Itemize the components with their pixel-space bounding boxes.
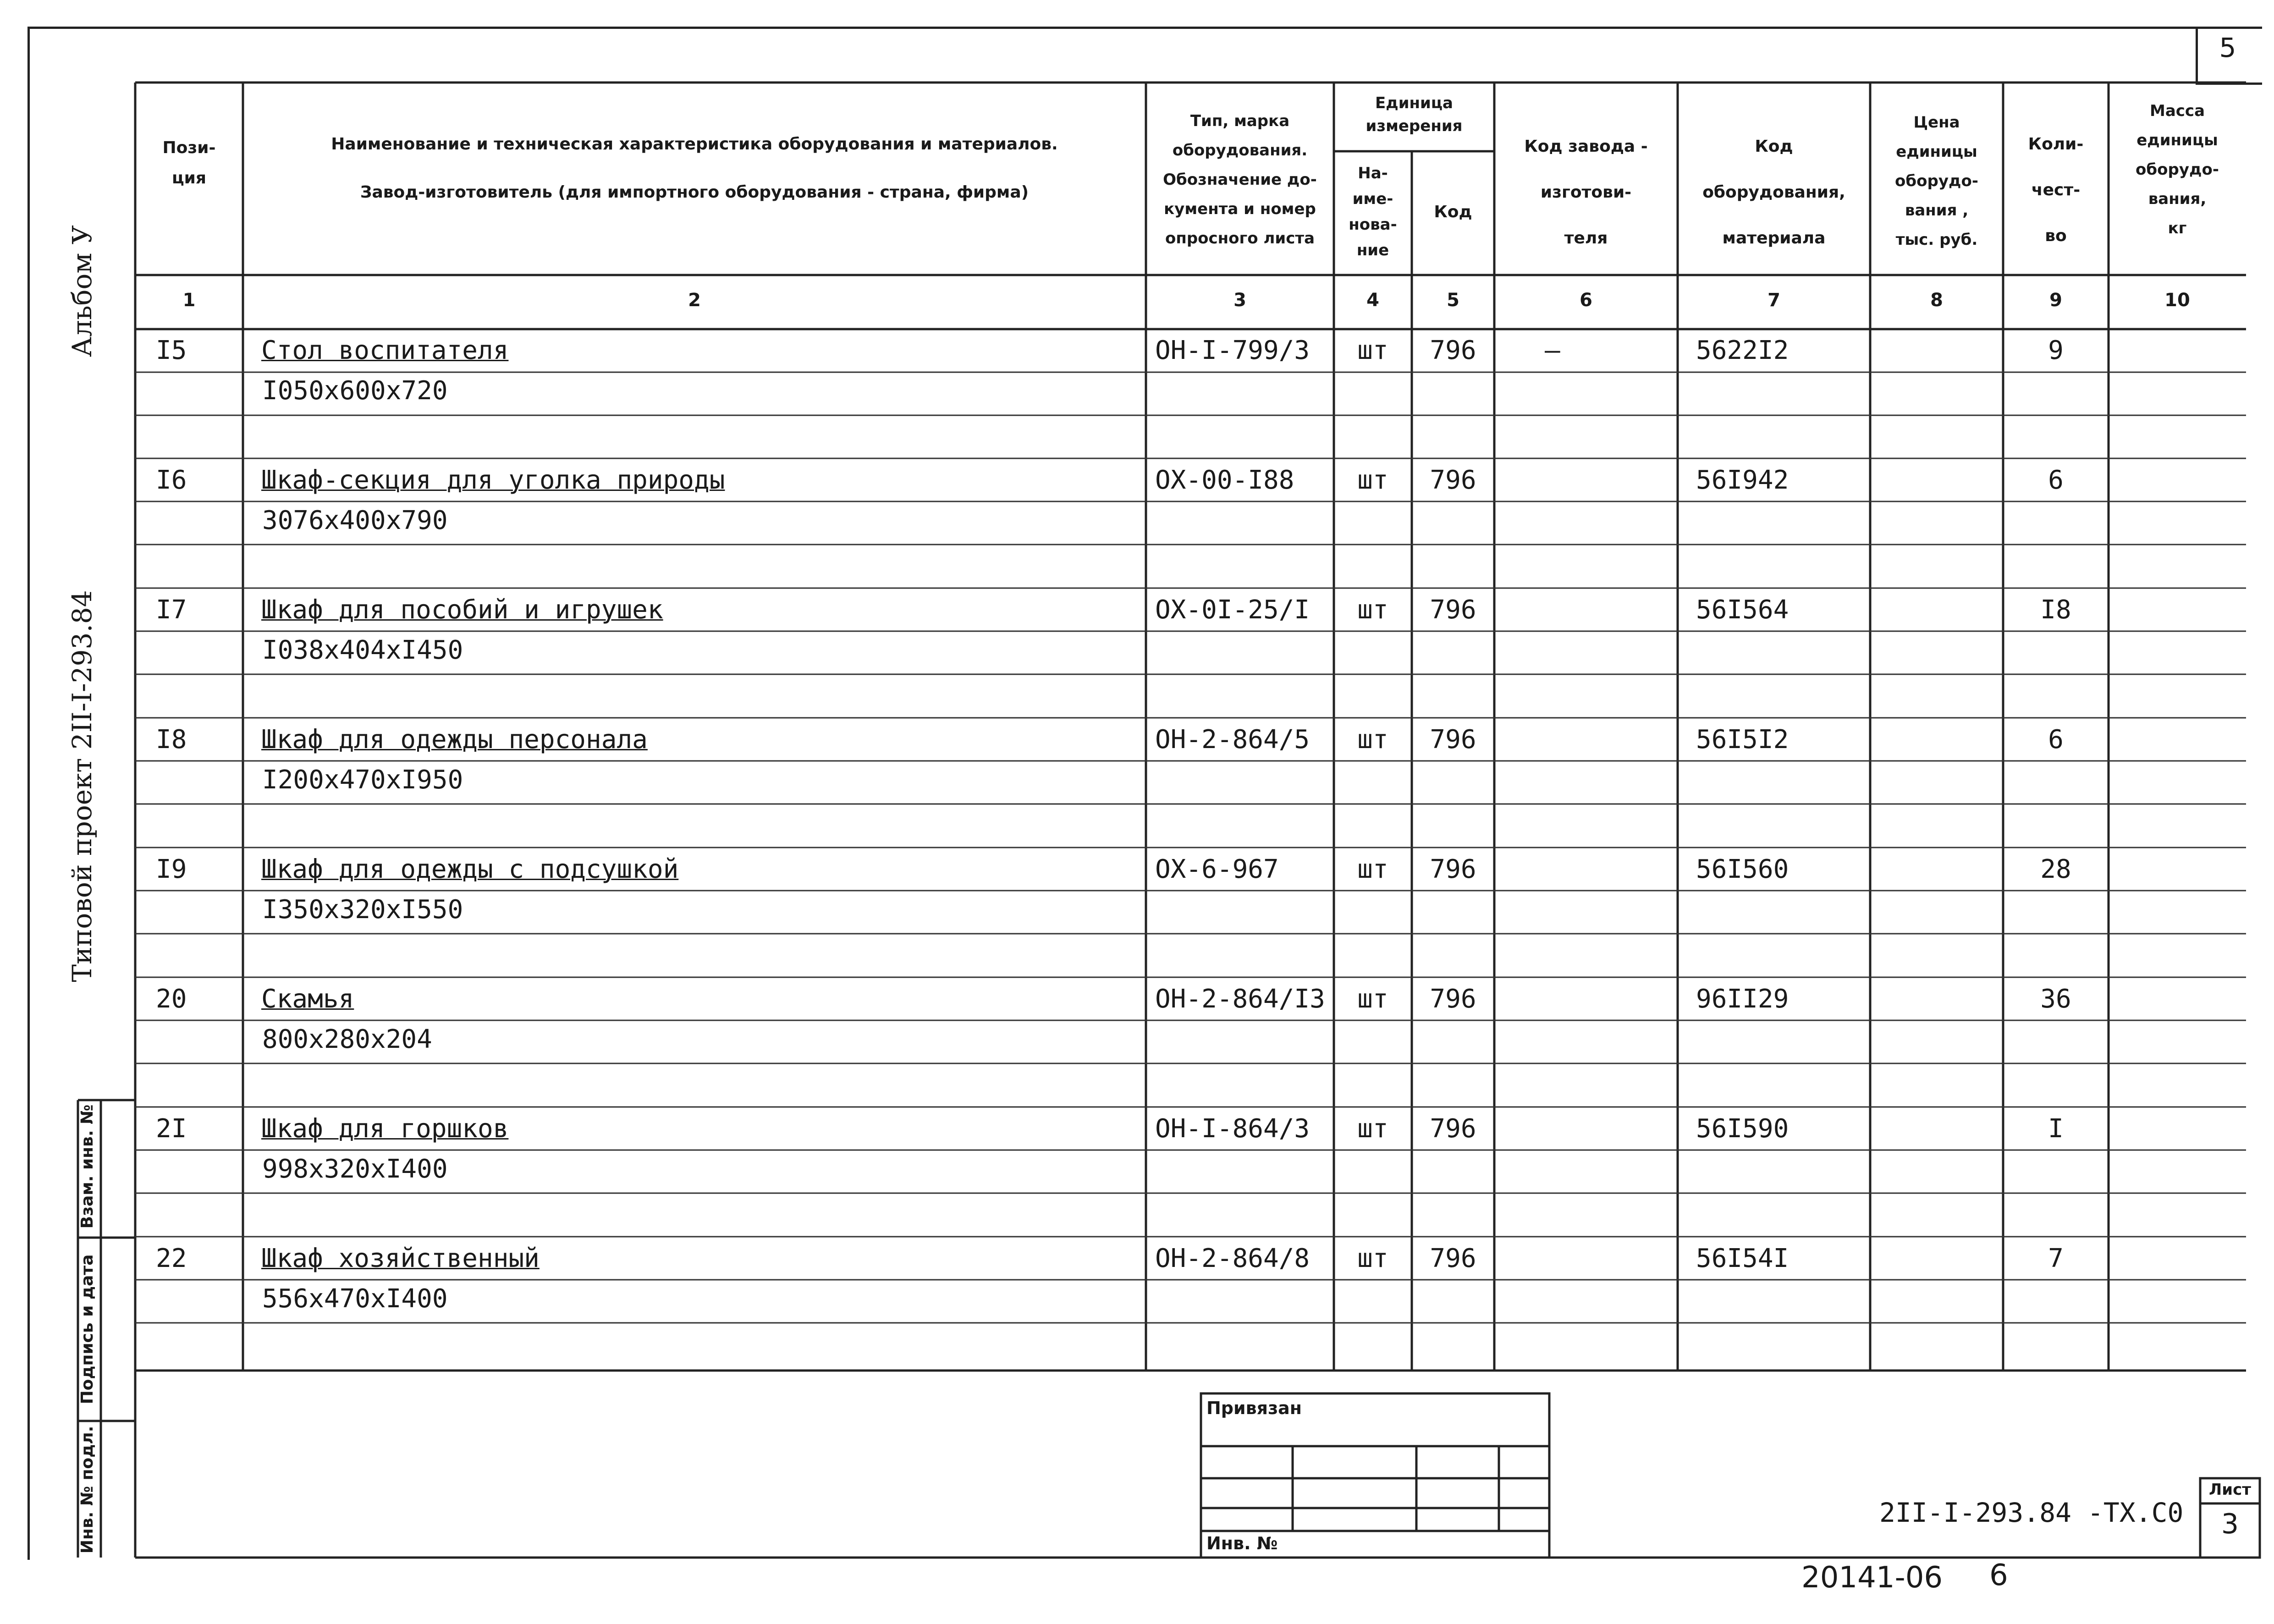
header-text: оборудования. (1172, 141, 1308, 160)
header-col8 (1870, 108, 2003, 254)
unit-code-cell: 796 (1430, 725, 1476, 754)
header-text: тыс. руб. (1895, 231, 1978, 249)
header-text: Пози- (162, 138, 216, 157)
column-number: 5 (1447, 290, 1459, 311)
header-text: кумента и номер (1164, 200, 1316, 218)
stamp-inv-podl-label: Инв. № подл. (78, 1426, 97, 1554)
item-size-cell: 3076x400x790 (262, 506, 448, 535)
project-label: Типовой проект 2II-I-293.84 (66, 590, 98, 982)
unit-name-cell: шт (1357, 465, 1388, 495)
item-size-cell: 800x280x204 (262, 1024, 432, 1054)
unit-code-cell: 796 (1430, 336, 1476, 365)
column-number: 10 (2164, 290, 2190, 311)
type-mark-cell: ОН-I-799/3 (1155, 336, 1310, 365)
sheet-label: Лист (2209, 1481, 2251, 1499)
unit-code-cell: 796 (1430, 1244, 1476, 1273)
archive-page-number: 6 (1989, 1558, 2008, 1592)
header-col1 (135, 133, 243, 193)
header-text: Тип, марка (1190, 112, 1290, 130)
item-size-cell: I038x404xI450 (262, 635, 463, 665)
header-text: материала (1722, 229, 1826, 248)
header-text: единицы (2136, 131, 2218, 149)
column-number: 8 (1930, 290, 1943, 311)
header-col5: Код (1434, 203, 1472, 221)
header-text: Коли- (2028, 135, 2084, 154)
position-cell: I5 (156, 336, 187, 365)
item-name-cell: Шкаф для пособий и игрушек (261, 595, 663, 625)
item-name-cell: Стол воспитателя (261, 336, 509, 365)
column-number: 7 (1767, 290, 1780, 311)
header-text: вания , (1905, 201, 1969, 220)
header-col45 (1334, 92, 1494, 138)
quantity-cell: 36 (2040, 984, 2071, 1014)
position-cell: I7 (156, 595, 187, 625)
header-text: нова- (1349, 215, 1397, 234)
header-col6 (1494, 124, 1678, 261)
item-size-cell: I200x470xI950 (262, 765, 463, 795)
header-col4 (1334, 160, 1412, 263)
item-name-cell: Шкаф-секция для уголка природы (261, 465, 725, 495)
unit-name-cell: шт (1357, 854, 1388, 884)
equipment-code-cell: 96II29 (1696, 984, 1789, 1014)
header-text: Масса (2149, 102, 2205, 120)
equipment-code-cell: 56I560 (1696, 854, 1789, 884)
item-size-cell: I050x600x720 (262, 376, 448, 406)
header-text: изготови- (1540, 183, 1632, 202)
unit-code-cell: 796 (1430, 1114, 1476, 1144)
stamp-vzam-label: Взам. инв. № (78, 1104, 97, 1229)
item-name-cell: Шкаф хозяйственный (261, 1244, 540, 1273)
header-text: теля (1564, 229, 1608, 248)
document-code: 2II-I-293.84 -TX.C0 (1879, 1497, 2184, 1528)
header-col3 (1146, 106, 1334, 253)
header-text: ция (171, 169, 207, 187)
header-text: опросного листа (1165, 229, 1315, 248)
header-text: оборудо- (1895, 172, 1978, 190)
column-number: 2 (688, 290, 701, 311)
unit-name-cell: шт (1357, 1114, 1388, 1144)
type-mark-cell: ОХ-00-I88 (1155, 465, 1294, 495)
header-text: Код (1755, 137, 1793, 156)
archive-number: 20141-06 (1801, 1561, 1943, 1595)
unit-code-cell: 796 (1430, 465, 1476, 495)
type-mark-cell: ОХ-6-967 (1155, 854, 1279, 884)
header-text: Код завода - (1524, 137, 1648, 156)
unit-code-cell: 796 (1430, 984, 1476, 1014)
quantity-cell: I8 (2040, 595, 2071, 625)
equipment-code-cell: 5622I2 (1696, 336, 1789, 365)
item-size-cell: 998x320xI400 (262, 1154, 448, 1184)
header-col10 (2109, 96, 2246, 243)
item-size-cell: I350x320xI550 (262, 895, 463, 925)
header-col7 (1678, 124, 1870, 261)
quantity-cell: 6 (2048, 725, 2064, 754)
position-cell: I6 (156, 465, 187, 495)
equipment-code-cell: 56I590 (1696, 1114, 1789, 1144)
header-text: оборудования, (1702, 183, 1845, 202)
unit-name-cell: шт (1357, 595, 1388, 625)
header-text: вания, (2148, 190, 2207, 208)
header-text: Наименование и техническая характеристика оборудования и материалов. (331, 135, 1058, 154)
quantity-cell: 28 (2040, 854, 2071, 884)
header-text: Завод-изготовитель (для импортного оборудования - страна, фирма) (360, 183, 1029, 202)
quantity-cell: 7 (2048, 1244, 2064, 1273)
type-mark-cell: ОН-2-864/I3 (1155, 984, 1325, 1014)
header-text: Цена (1913, 113, 1960, 132)
header-text: На- (1358, 164, 1388, 182)
inv-number-label: Инв. № (1206, 1533, 1278, 1553)
header-text: ние (1356, 241, 1389, 259)
page-number: 5 (2219, 32, 2236, 63)
position-cell: I8 (156, 725, 187, 754)
header-text: Единица (1375, 94, 1453, 112)
equipment-code-cell: 56I564 (1696, 595, 1789, 625)
unit-name-cell: шт (1357, 336, 1388, 365)
position-cell: I9 (156, 854, 187, 884)
album-label: Альбом У (66, 225, 98, 357)
header-text: во (2045, 226, 2067, 245)
type-mark-cell: ОХ-0I-25/I (1155, 595, 1310, 625)
item-name-cell: Шкаф для одежды персонала (261, 725, 648, 754)
header-text: име- (1352, 190, 1393, 208)
quantity-cell: 6 (2048, 465, 2064, 495)
header-col2 (243, 128, 1146, 225)
column-number: 6 (1580, 290, 1592, 311)
unit-name-cell: шт (1357, 984, 1388, 1014)
unit-name-cell: шт (1357, 725, 1388, 754)
item-size-cell: 556x470xI400 (262, 1284, 448, 1314)
unit-name-cell: шт (1357, 1244, 1388, 1273)
equipment-code-cell: 56I942 (1696, 465, 1789, 495)
column-number: 4 (1366, 290, 1379, 311)
column-number: 1 (182, 290, 196, 311)
header-col9 (2003, 121, 2109, 259)
type-mark-cell: ОН-2-864/8 (1155, 1244, 1310, 1273)
header-text: Обозначение до- (1163, 171, 1317, 189)
unit-code-cell: 796 (1430, 595, 1476, 625)
position-cell: 22 (156, 1244, 187, 1273)
position-cell: 2I (156, 1114, 187, 1144)
unit-code-cell: 796 (1430, 854, 1476, 884)
header-text: чест- (2031, 181, 2081, 199)
position-cell: 20 (156, 984, 187, 1014)
header-text: единицы (1896, 143, 1977, 161)
equipment-code-cell: 56I54I (1696, 1244, 1789, 1273)
sheet-number: 3 (2221, 1508, 2239, 1540)
type-mark-cell: ОН-2-864/5 (1155, 725, 1310, 754)
header-text: кг (2168, 219, 2187, 237)
header-text: измерения (1366, 117, 1463, 135)
type-mark-cell: ОН-I-864/3 (1155, 1114, 1310, 1144)
quantity-cell: I (2048, 1114, 2064, 1144)
item-name-cell: Шкаф для горшков (261, 1114, 509, 1144)
column-number: 3 (1233, 290, 1246, 311)
equipment-code-cell: 56I5I2 (1696, 725, 1789, 754)
stamp-sign-date-label: Подпись и дата (78, 1254, 97, 1404)
quantity-cell: 9 (2048, 336, 2064, 365)
column-number: 9 (2049, 290, 2062, 311)
item-name-cell: Скамья (261, 984, 354, 1014)
header-text: оборудо- (2136, 160, 2219, 179)
item-name-cell: Шкаф для одежды с подсушкой (261, 854, 679, 884)
factory-code-cell: – (1545, 336, 1560, 365)
bound-label: Привязан (1206, 1398, 1302, 1418)
